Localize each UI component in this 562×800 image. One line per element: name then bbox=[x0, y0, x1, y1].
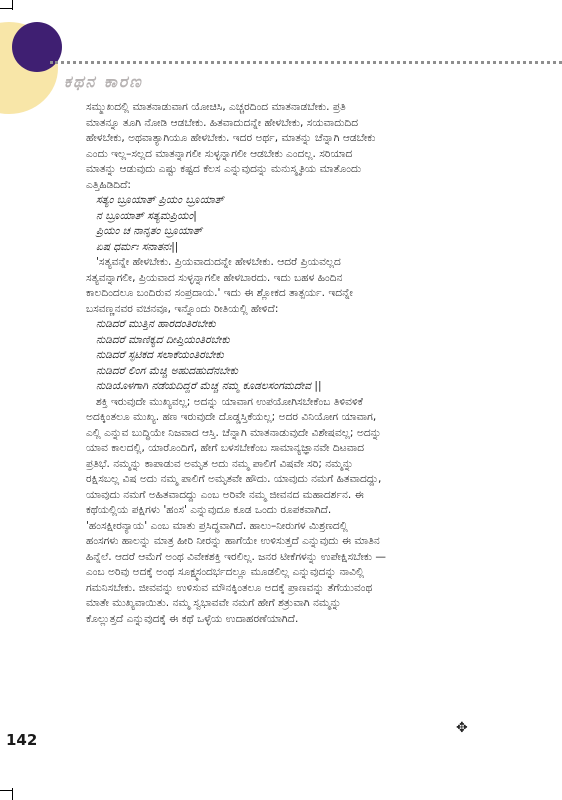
body-line: ಅದಕ್ಕಿಂತಲೂ ಮುಖ್ಯ. ಹಣ ಇರುವುದೇ ದೊಡ್ಡಸ್ತಿಕೆಯಲ್ಲ; ಅದರ ವಿನಿಯೋಗ ಯಾವಾಗ, bbox=[86, 411, 377, 423]
body-line: ಹಿನ್ನೆಲೆ. ಆದರೆ ಆಮೆಗೆ ಅಂಥ ವಿವೇಕಶಕ್ತಿ ಇರಲಿಲ್ಲ. ಜನರ ಟೀಕೆಗಳನ್ನು ಉಪೇಕ್ಷಿಸಬೇಕು — bbox=[86, 550, 386, 563]
body-line: ಎಂಬ ಅರಿವು ಅದಕ್ಕೆ ಅಂಥ ಸೂಕ್ಷ್ಮಸಂದರ್ಭದಲ್ಲೂ ಮೂಡಲಿಲ್ಲ ಎನ್ನುವುದನ್ನು ನಾವಿಲ್ಲಿ bbox=[86, 566, 364, 578]
header-decoration-circle-purple bbox=[12, 22, 62, 72]
verse-line: ನುಡಿದರೆ ಮುತ್ತಿನ ಹಾರದಂತಿರಬೇಕು bbox=[96, 318, 216, 330]
body-line: ಮಾತೇ ಮುಖ್ಯವಾಯಿತು. ನಮ್ಮ ಸ್ವಭಾವವೇ ನಮಗೆ ಹೇಗೆ ಶತ್ರುವಾಗಿ ನಮ್ಮನ್ನು bbox=[86, 597, 342, 609]
crop-mark-bottom-left-h bbox=[0, 790, 12, 791]
body-line: ಶಕ್ತಿ ಇರುವುದೇ ಮುಖ್ಯವಲ್ಲ; ಅದನ್ನು ಯಾವಾಗ ಉಪಯೋಗಿಸಬೇಕೆಂಬ ತಿಳಿವಳಿಕೆ bbox=[96, 395, 363, 408]
body-line: ಎತ್ತಿಹಿಡಿದಿದೆ: bbox=[86, 178, 131, 191]
body-line: ಪ್ರತಿಭೆ. ನಮ್ಮನ್ನು ಕಾಪಾಡುವ ಅಮೃತ ಅದು ನಮ್ಮ ಪಾಲಿಗೆ ವಿಷವೇ ಸರಿ; ನಮ್ಮನ್ನು bbox=[86, 457, 354, 470]
body-line: ಕೊಲ್ಲುತ್ತದೆ ಎನ್ನುವುದಕ್ಕೆ ಈ ಕಥೆ ಒಳ್ಳೆಯ ಉದಾಹರಣೆಯಾಗಿದೆ. bbox=[86, 612, 299, 625]
verse-line: ಏಷ ಧರ್ಮಃ ಸನಾತನಃ|| bbox=[96, 240, 179, 253]
body-line: ಸಮ್ಮುಖದಲ್ಲಿ ಮಾತನಾಡುವಾಗ ಯೋಚಿಸಿ, ಎಚ್ಚರದಿಂದ ಮಾತನಾಡಬೇಕು. ಪ್ರತಿ bbox=[86, 101, 346, 113]
body-line: ಯಾವ ಕಾಲದಲ್ಲಿ, ಯಾರೊಂದಿಗೆ, ಹೇಗೆ ಬಳಸಬೇಕೆಂಬ ಸಾಮಾನ್ಯಜ್ಞಾನವೇ ದಿಟವಾದ bbox=[86, 442, 365, 454]
body-line: ರಕ್ಷಿಸಬಲ್ಲ ವಿಷ ಅದು ನಮ್ಮ ಪಾಲಿಗೆ ಅಮೃತವೇ ಹೌದು. ಯಾವುದು ನಮಗೆ ಹಿತವಾದದ್ದು, bbox=[86, 473, 382, 485]
crop-mark-top-left-v bbox=[12, 0, 13, 10]
body-line: ಮಾತನ್ನೂ ತೂಗಿ ನೋಡಿ ಆಡಬೇಕು. ಹಿತವಾದುದನ್ನೇ ಹೇಳಬೇಕು, ಸಯವಾದುದಿದ bbox=[86, 116, 359, 129]
running-header-title: ಕಥನ ಕಾರಣ bbox=[64, 72, 143, 91]
verse-line: ಪ್ರಿಯಂ ಚ ನಾನೃತಂ ಬ್ರೂಯಾತ್ bbox=[96, 225, 203, 237]
body-line: 'ಹಂಸಕ್ಷೀರನ್ಯಾಯ' ಎಂಬ ಮಾತು ಪ್ರಸಿದ್ಧವಾಗಿದೆ. ಹಾಲು–ನೀರುಗಳ ಮಿಶ್ರಣದಲ್ಲಿ bbox=[86, 519, 348, 532]
body-line: ಸತ್ಯವನ್ನಾಗಲೀ, ಪ್ರಿಯವಾದ ಸುಳ್ಳನ್ನಾಗಲೀ ಹೇಳಬಾರದು. ಇದು ಬಹಳ ಹಿಂದಿನ bbox=[86, 271, 343, 284]
body-line: ಕಾಲದಿಂದಲೂ ಬಂದಿರುವ ಸಂಪ್ರದಾಯ.' ಇದು ಈ ಶ್ಲೋಕದ ತಾತ್ಪರ್ಯ. ಇದನ್ನೇ bbox=[86, 287, 353, 299]
body-line: ಎಲ್ಲಿ ಎನ್ನುವ ಬುದ್ಧಿಯೇ ನಿಜವಾದ ಆಸ್ತಿ. ಚೆನ್ನಾಗಿ ಮಾತನಾಡುವುದೇ ವಿಶೇಷವಲ್ಲ; ಅದನ್ನು bbox=[86, 426, 382, 439]
verse-line: ನುಡಿದರೆ ಲಿಂಗ ಮೆಚ್ಚಿ ಅಹುದಹುದೆನಬೇಕು bbox=[96, 364, 238, 377]
page-number: 142 bbox=[6, 731, 38, 749]
body-line: ಹೇಳಬೇಕು, ಅಥವಾತ್ಯಾಗಿಯೂ ಹೇಳಬೇಕು. ಇದರ ಅರ್ಥ, ಮಾತನ್ನು ಚೆನ್ನಾಗಿ ಆಡಬೇಕು bbox=[86, 132, 376, 144]
verse-line: ನುಡಿದರೆ ಸ್ಫಟಿಕದ ಸಲಾಕೆಯಂತಿರಬೇಕು bbox=[96, 349, 224, 361]
body-line: ಹಂಸಗಳು ಹಾಲನ್ನು ಮಾತ್ರ ಹೀರಿ ನೀರನ್ನು ಹಾಗೆಯೇ ಉಳಿಸುತ್ತದೆ ಎನ್ನುವುದು ಈ ಮಾತಿನ bbox=[86, 535, 380, 547]
crop-mark-top-left-h bbox=[0, 8, 12, 9]
body-line: ಗಮನಿಸಬೇಕು. ಜೀವವನ್ನು ಉಳಿಸುವ ಮೌನಕ್ಕಿಂತಲೂ ಅದಕ್ಕೆ ಪ್ರಾಣವನ್ನು ತೆಗೆಯುವಂಥ bbox=[86, 581, 373, 594]
crop-mark-bottom-left-v bbox=[12, 788, 13, 800]
body-line: ಯಾವುದು ನಮಗೆ ಅಹಿತವಾದದ್ದು ಎಂಬ ಅರಿವೇ ನಮ್ಮ ಜೀವನದ ಮಹಾದರ್ಶನ. ಈ bbox=[86, 488, 364, 501]
body-line: ಕಥೆಯಲ್ಲಿಯ ಪಕ್ಷಿಗಳು 'ಹಂಸ' ಎನ್ನುವುದೂ ಕೂಡ ಒಂದು ರೂಪಕವಾಗಿದೆ. bbox=[86, 504, 332, 516]
body-line: ಬಸವಣ್ಣನವರ ವಚನವೂ, ಇನ್ನೊಂದು ರೀತಿಯಲ್ಲಿ ಹೇಳಿದೆ: bbox=[86, 302, 279, 315]
verse-line: ನುಡಿಯೊಳಗಾಗಿ ನಡೆಯದಿದ್ದರೆ ಮೆಚ್ಚ ನಮ್ಮ ಕೂಡಲಸಂಗಮದೇವ || bbox=[96, 380, 322, 392]
header-dotted-rule bbox=[50, 61, 562, 64]
verse-line: ನ ಬ್ರೂಯಾತ್ ಸತ್ಯಮಪ್ರಿಯಂ| bbox=[96, 209, 197, 222]
body-text bbox=[86, 100, 478, 627]
verse-line: ಸತ್ಯಂ ಬ್ರೂಯಾತ್ ಪ್ರಿಯಂ ಬ್ರೂಯಾತ್ bbox=[96, 194, 224, 206]
body-line: ಎಂದು ಇಲ್ಲ–ಸಲ್ಲದ ಮಾತನ್ನಾಗಲೀ ಸುಳ್ಳನ್ನಾಗಲೀ ಆಡಬೇಕು ಎಂದಲ್ಲ. ಸರಿಯಾದ bbox=[86, 147, 353, 160]
verse-line: ನುಡಿದರೆ ಮಾಣಿಕ್ಯದ ದೀಪ್ತಿಯಂತಿರಬೇಕು bbox=[96, 333, 230, 346]
footer-ornament-icon: ✥ bbox=[456, 720, 468, 736]
body-line: 'ಸತ್ಯವನ್ನೇ ಹೇಳಬೇಕು. ಪ್ರಿಯವಾದುದನ್ನೇ ಹೇಳಬೇಕು. ಆದರೆ ಪ್ರಿಯವಲ್ಲದ bbox=[96, 256, 341, 268]
body-line: ಮಾತನ್ನು ಆಡುವುದು ಎಷ್ಟು ಕಷ್ಟದ ಕೆಲಸ ಎನ್ನುವುದನ್ನು ಮನುಸ್ಮೃತಿಯ ಮಾತೊಂದು bbox=[86, 163, 362, 175]
